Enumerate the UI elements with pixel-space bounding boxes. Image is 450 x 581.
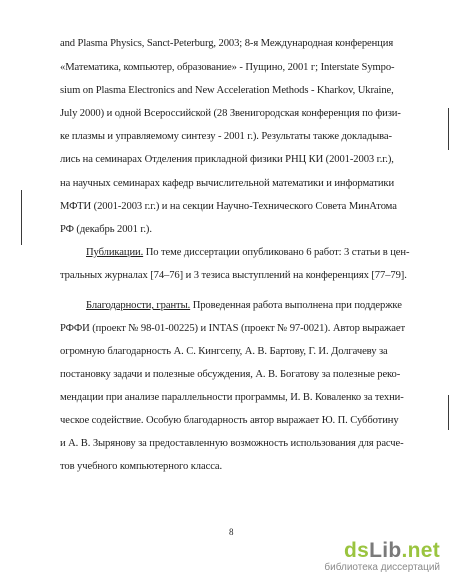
watermark-brand-ds: ds xyxy=(343,539,370,562)
acknowledgements-heading: Благодарности, гранты. xyxy=(86,300,191,311)
publications-line xyxy=(86,246,409,259)
watermark-brand xyxy=(344,539,440,563)
watermark-tagline: библиотека диссертаций xyxy=(324,562,440,573)
watermark-logo xyxy=(314,539,442,577)
body-line: МФТИ (2001-2003 г.г.) и на секции Научно-Технического Совета МинАтома xyxy=(60,201,397,212)
watermark-brand-net: .net xyxy=(401,539,440,562)
page-number: 8 xyxy=(229,527,234,537)
acknowledgements-line: огромную благодарность А. С. Кингсепу, А. В. Бартову, Г. И. Долгачеву за xyxy=(60,346,388,357)
margin-mark-right-2 xyxy=(448,395,449,430)
margin-mark-right-1 xyxy=(448,108,449,150)
acknowledgements-line: постановку задачи и полезные обсуждения, А. В. Богатову за полезные реко- xyxy=(60,369,401,380)
body-line: sium on Plasma Electronics and New Acceleration Methods - Kharkov, Ukraine, xyxy=(60,85,394,96)
margin-mark-left xyxy=(21,190,22,245)
acknowledgements-text: Проведенная работа выполнена при поддержке xyxy=(190,300,402,311)
publications-line: тральных журналах [74–76] и 3 тезиса выступлений на конференциях [77–79]. xyxy=(60,270,407,281)
acknowledgements-line xyxy=(86,299,402,312)
body-line: ке плазмы и управляемому синтезу - 2001 г.). Результаты также докладыва- xyxy=(60,131,392,142)
publications-heading: Публикации. xyxy=(86,247,144,258)
acknowledgements-line: тов учебного компьютерного класса. xyxy=(60,461,223,472)
body-line: July 2000) и одной Всероссийской (28 Звенигородская конференция по физи- xyxy=(60,108,401,119)
body-line: лись на семинарах Отделения прикладной физики РНЦ КИ (2001-2003 г.г.), xyxy=(60,154,394,165)
acknowledgements-line: и А. В. Зырянову за предоставленную возможность использования для расче- xyxy=(60,438,404,449)
watermark-brand-lib: Lib xyxy=(369,539,402,562)
body-line: «Математика, компьютер, образование» - Пущино, 2001 г; Interstate Sympo- xyxy=(60,62,395,73)
acknowledgements-line: РФФИ (проект № 98-01-00225) и INTAS (проект № 97-0021). Автор выражает xyxy=(60,323,406,334)
acknowledgements-line: ческое содействие. Особую благодарность автор выражает Ю. П. Субботину xyxy=(60,415,399,426)
publications-text: По теме диссертации опубликовано 6 работ: 3 статьи в цен- xyxy=(143,247,410,258)
body-line: на научных семинарах кафедр вычислительной математики и информатики xyxy=(60,178,395,189)
acknowledgements-line: мендации при анализе параллельности программы, И. В. Коваленко за техни- xyxy=(60,392,404,403)
body-line: and Plasma Physics, Sanct-Peterburg, 2003; 8-я Международная конференция xyxy=(60,38,394,49)
body-line: РФ (декабрь 2001 г.). xyxy=(60,224,152,235)
